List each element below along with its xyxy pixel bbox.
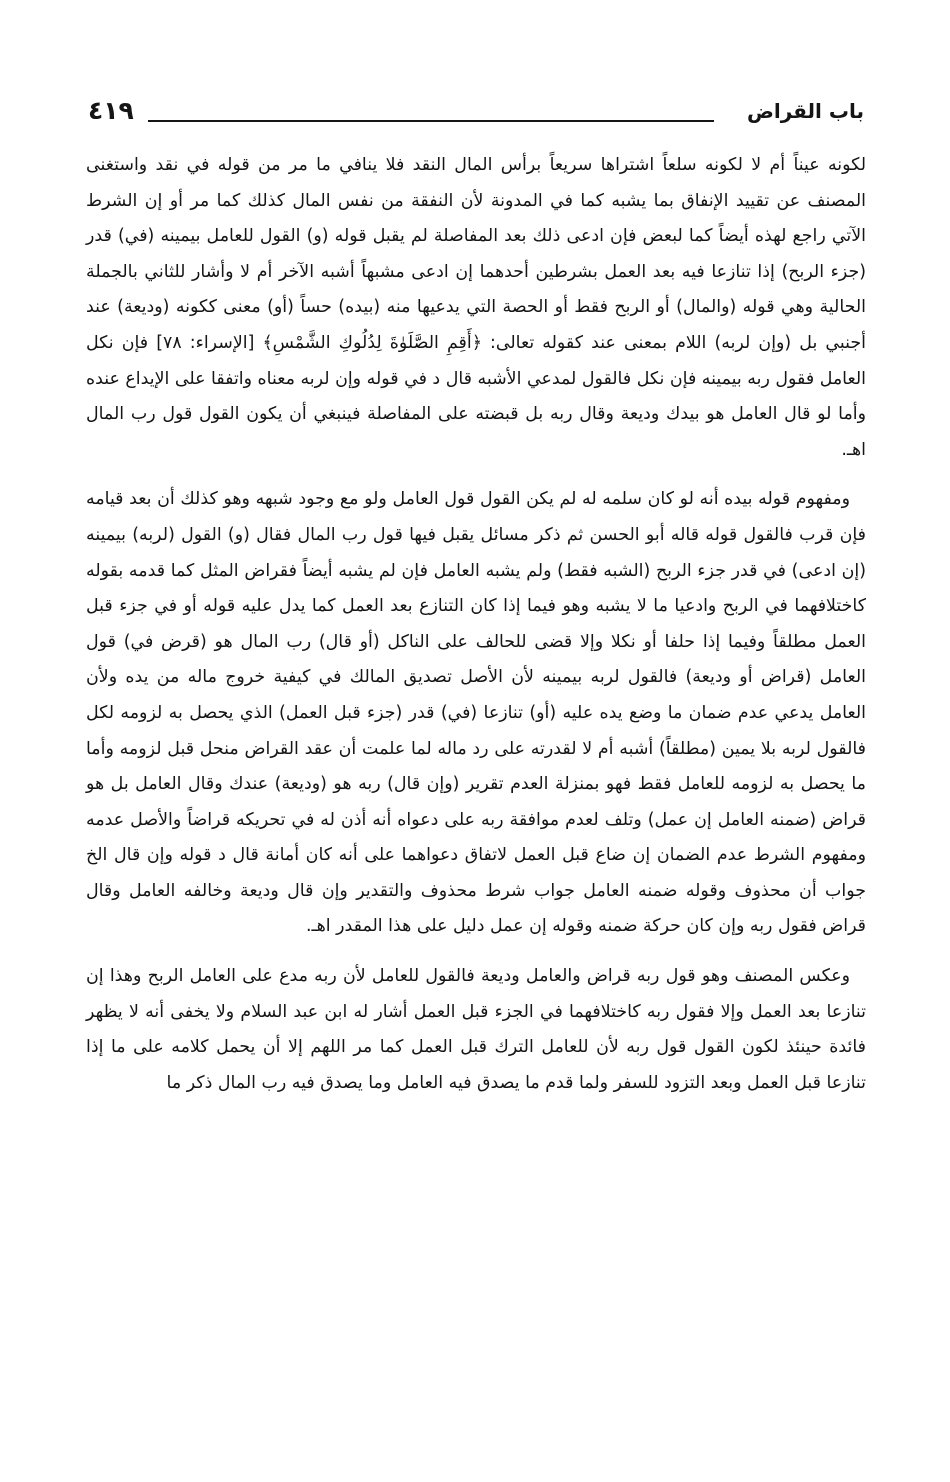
body-text [86,148,866,1101]
chapter-title: باب القراض [746,99,864,123]
paragraph: وعكس المصنف وهو قول ربه قراض والعامل وديعة فالقول للعامل لأن ربه مدع على العامل الربح وهذا إن تنازعا بعد العمل وإلا فقول ربه كاختلافهما في الجزء قبل العمل أشار له ابن عبد السلام ولا يخفى أنه لا يظهر فائدة حينئذ لكون القول قول ربه لأن للعامل الترك قبل العمل كما مر اللهم إلا أن يحمل كلامه على ما إذا تنازعا قبل العمل وبعد التزود للسفر ولما قدم ما يصدق فيه العامل وما يصدق فيه رب المال ذكر ما [86,966,866,1093]
running-header [88,92,864,132]
paragraph: ومفهوم قوله بيده أنه لو كان سلمه له لم يكن القول قول العامل ولو مع وجود شبهه وهو كذلك أن بعد قيامه فإن قرب فالقول قوله قاله أبو الحسن ثم ذكر مسائل يقبل فيها قول رب المال فقال (و) القول (لربه) بيمينه (إن ادعى) في قدر جزء الربح (الشبه فقط) ولم يشبه العامل فإن لم يشبه أيضاً فقراض المثل كما قدمه بقوله كاختلافهما في الربح وادعيا ما لا يشبه وهو فيما إذا كان التنازع بعد العمل كما يدل عليه قوله أو في جزء قبل العمل مطلقاً وفيما إذا حلفا أو نكلا وإلا قضى للحالف على الناكل (أو قال) رب المال هو (قرض في) قول العامل (قراض أو وديعة) فالقول لربه بيمينه لأن الأصل تصديق المالك في كيفية خروج ماله من يده ولأن العامل يدعي عدم ضمان ما وضع يده عليه (أو) تنازعا (في) قدر (جزء قبل العمل) الذي يحصل به لزومه لكل فالقول لربه بلا يمين (مطلقاً) أشبه أم لا لقدرته على رد ماله لما علمت أن عقد القراض منحل قبل لزومه وأما ما يحصل به لزومه للعامل فقط فهو بمنزلة العدم تقرير (وإن قال) ربه هو (وديعة) عندك وقال العامل بل هو قراض (ضمنه العامل إن عمل) وتلف لعدم موافقة ربه على دعواه أنه أذن له في تحريكه قراضاً والأصل عدمه ومفهوم الشرط عدم الضمان إن ضاع قبل العمل لاتفاق دعواهما على أنه كان أمانة قال د قوله وإن قال الخ جواب أن محذوف وقوله ضمنه العامل جواب شرط محذوف والتقدير وإن قال وديعة وخالفه العامل وقال قراض فقول ربه وإن كان حركة ضمنه وقوله إن عمل دليل على هذا المقدر اهـ. [86,489,866,937]
header-rule [148,120,714,122]
paragraph: لكونه عيناً أم لا لكونه سلعاً اشتراها سريعاً برأس المال النقد فلا ينافي ما مر من قوله في نقد واستغنى المصنف عن تقييد الإنفاق بما يشبه كما في المدونة لأن النفقة من نفس المال كذلك كما مر أو إن الشرط الآتي راجع لهذه أيضاً كما لبعض فإن ادعى ذلك بعد المفاصلة لم يقبل قوله (و) القول للعامل بيمينه (في) قدر (جزء الربح) إذا تنازعا فيه بعد العمل بشرطين أحدهما إن ادعى مشبهاً أشبه الآخر أم لا وأشار للثاني بالجملة الحالية وهي قوله (والمال) أو الربح فقط أو الحصة التي يدعيها منه (بيده) حساً (أو) معنى ككونه (وديعة) عند أجنبي بل (وإن لربه) اللام بمعنى عند كقوله تعالى: ﴿أَقِمِ الصَّلَوٰةَ لِدُلُوكِ الشَّمْسِ﴾ [الإسراء: ٧٨] فإن نكل العامل فقول ربه بيمينه فإن نكل فالقول لمدعي الأشبه قال د في قوله وإن لربه معناه واتفقا على الإيداع عنده وأما لو قال العامل هو بيدك وديعة وقال ربه بل قبضته على المفاصلة فينبغي أن يكون القول قول رب المال اهـ. [86,155,867,460]
page-number: ٤١٩ [88,96,134,125]
